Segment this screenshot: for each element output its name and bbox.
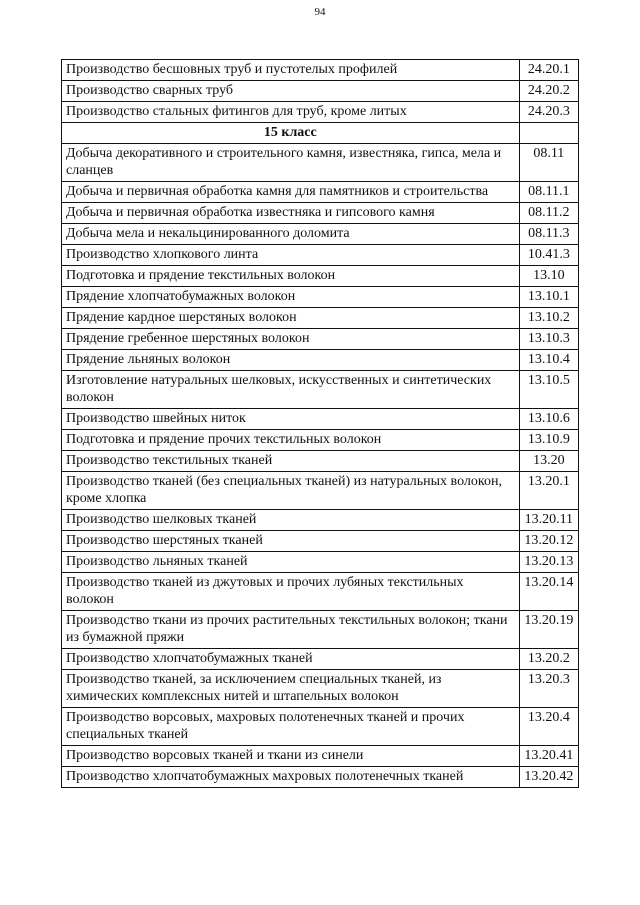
table-row (62, 573, 579, 611)
table-row (62, 224, 579, 245)
activity-name: Производство стальных фитингов для труб, кроме литых (62, 102, 520, 123)
activity-code: 13.10.9 (519, 430, 578, 451)
activity-code: 13.20.42 (519, 767, 578, 788)
activity-code: 13.20.3 (519, 670, 578, 708)
activity-name: Прядение льняных волокон (62, 350, 520, 371)
table-row (62, 611, 579, 649)
table-row (62, 649, 579, 670)
activity-name: Производство ткани из прочих растительных текстильных волокон; ткани из бумажной пряжи (62, 611, 520, 649)
activity-code: 13.20.14 (519, 573, 578, 611)
activity-code: 13.20.12 (519, 531, 578, 552)
class-heading-row (62, 123, 579, 144)
activity-name: Производство ворсовых тканей и ткани из синели (62, 746, 520, 767)
activity-code: 08.11 (519, 144, 578, 182)
activity-name: Производство тканей из джутовых и прочих лубяных текстильных волокон (62, 573, 520, 611)
activity-code: 13.10.1 (519, 287, 578, 308)
activity-name: Производство шелковых тканей (62, 510, 520, 531)
activity-name: Производство текстильных тканей (62, 451, 520, 472)
activity-name: Прядение гребенное шерстяных волокон (62, 329, 520, 350)
activity-name: Производство тканей (без специальных тканей) из натуральных волокон, кроме хлопка (62, 472, 520, 510)
classification-table (61, 59, 579, 788)
activity-code: 13.20 (519, 451, 578, 472)
activity-code: 13.10.5 (519, 371, 578, 409)
activity-code: 13.20.19 (519, 611, 578, 649)
activity-name: Производство хлопчатобумажных махровых полотенечных тканей (62, 767, 520, 788)
activity-name: Прядение хлопчатобумажных волокон (62, 287, 520, 308)
activity-name: Производство хлопчатобумажных тканей (62, 649, 520, 670)
activity-code: 08.11.1 (519, 182, 578, 203)
activity-name: Производство швейных ниток (62, 409, 520, 430)
activity-code: 13.10.6 (519, 409, 578, 430)
activity-code: 13.20.13 (519, 552, 578, 573)
class-heading: 15 класс (62, 123, 520, 144)
table-row (62, 510, 579, 531)
activity-name: Производство бесшовных труб и пустотелых профилей (62, 60, 520, 81)
activity-code: 08.11.2 (519, 203, 578, 224)
activity-code: 10.41.3 (519, 245, 578, 266)
activity-code: 13.10.3 (519, 329, 578, 350)
table-row (62, 670, 579, 708)
table-row (62, 102, 579, 123)
activity-code: 13.20.2 (519, 649, 578, 670)
empty-code-cell (519, 123, 578, 144)
table-row (62, 708, 579, 746)
table-row (62, 767, 579, 788)
table-row (62, 430, 579, 451)
activity-code: 24.20.2 (519, 81, 578, 102)
activity-name: Подготовка и прядение текстильных волокон (62, 266, 520, 287)
table-row (62, 287, 579, 308)
table-row (62, 182, 579, 203)
activity-code: 24.20.1 (519, 60, 578, 81)
activity-code: 13.20.4 (519, 708, 578, 746)
table-row (62, 81, 579, 102)
activity-name: Подготовка и прядение прочих текстильных волокон (62, 430, 520, 451)
table-row (62, 371, 579, 409)
table-row (62, 409, 579, 430)
activity-code: 24.20.3 (519, 102, 578, 123)
table-row (62, 203, 579, 224)
activity-code: 13.20.11 (519, 510, 578, 531)
table-row (62, 472, 579, 510)
activity-name: Производство шерстяных тканей (62, 531, 520, 552)
table-row (62, 266, 579, 287)
activity-code: 13.10 (519, 266, 578, 287)
activity-name: Производство сварных труб (62, 81, 520, 102)
table-row (62, 531, 579, 552)
table-row (62, 308, 579, 329)
activity-name: Производство тканей, за исключением специальных тканей, из химических комплексных нитей и штапельных волокон (62, 670, 520, 708)
activity-name: Добыча декоративного и строительного камня, известняка, гипса, мела и сланцев (62, 144, 520, 182)
page-number: 94 (314, 6, 326, 18)
activity-name: Производство хлопкового линта (62, 245, 520, 266)
table-row (62, 245, 579, 266)
table-row (62, 451, 579, 472)
activity-name: Добыча и первичная обработка известняка и гипсового камня (62, 203, 520, 224)
table-row (62, 350, 579, 371)
table-row (62, 329, 579, 350)
table-row (62, 60, 579, 81)
table-row (62, 552, 579, 573)
table-row (62, 746, 579, 767)
table-row (62, 144, 579, 182)
activity-name: Изготовление натуральных шелковых, искусственных и синтетических волокон (62, 371, 520, 409)
activity-name: Производство льняных тканей (62, 552, 520, 573)
activity-code: 13.10.4 (519, 350, 578, 371)
activity-name: Производство ворсовых, махровых полотенечных тканей и прочих специальных тканей (62, 708, 520, 746)
activity-name: Прядение кардное шерстяных волокон (62, 308, 520, 329)
activity-code: 08.11.3 (519, 224, 578, 245)
activity-name: Добыча мела и некальцинированного доломита (62, 224, 520, 245)
activity-code: 13.20.41 (519, 746, 578, 767)
activity-code: 13.20.1 (519, 472, 578, 510)
activity-code: 13.10.2 (519, 308, 578, 329)
activity-name: Добыча и первичная обработка камня для памятников и строительства (62, 182, 520, 203)
